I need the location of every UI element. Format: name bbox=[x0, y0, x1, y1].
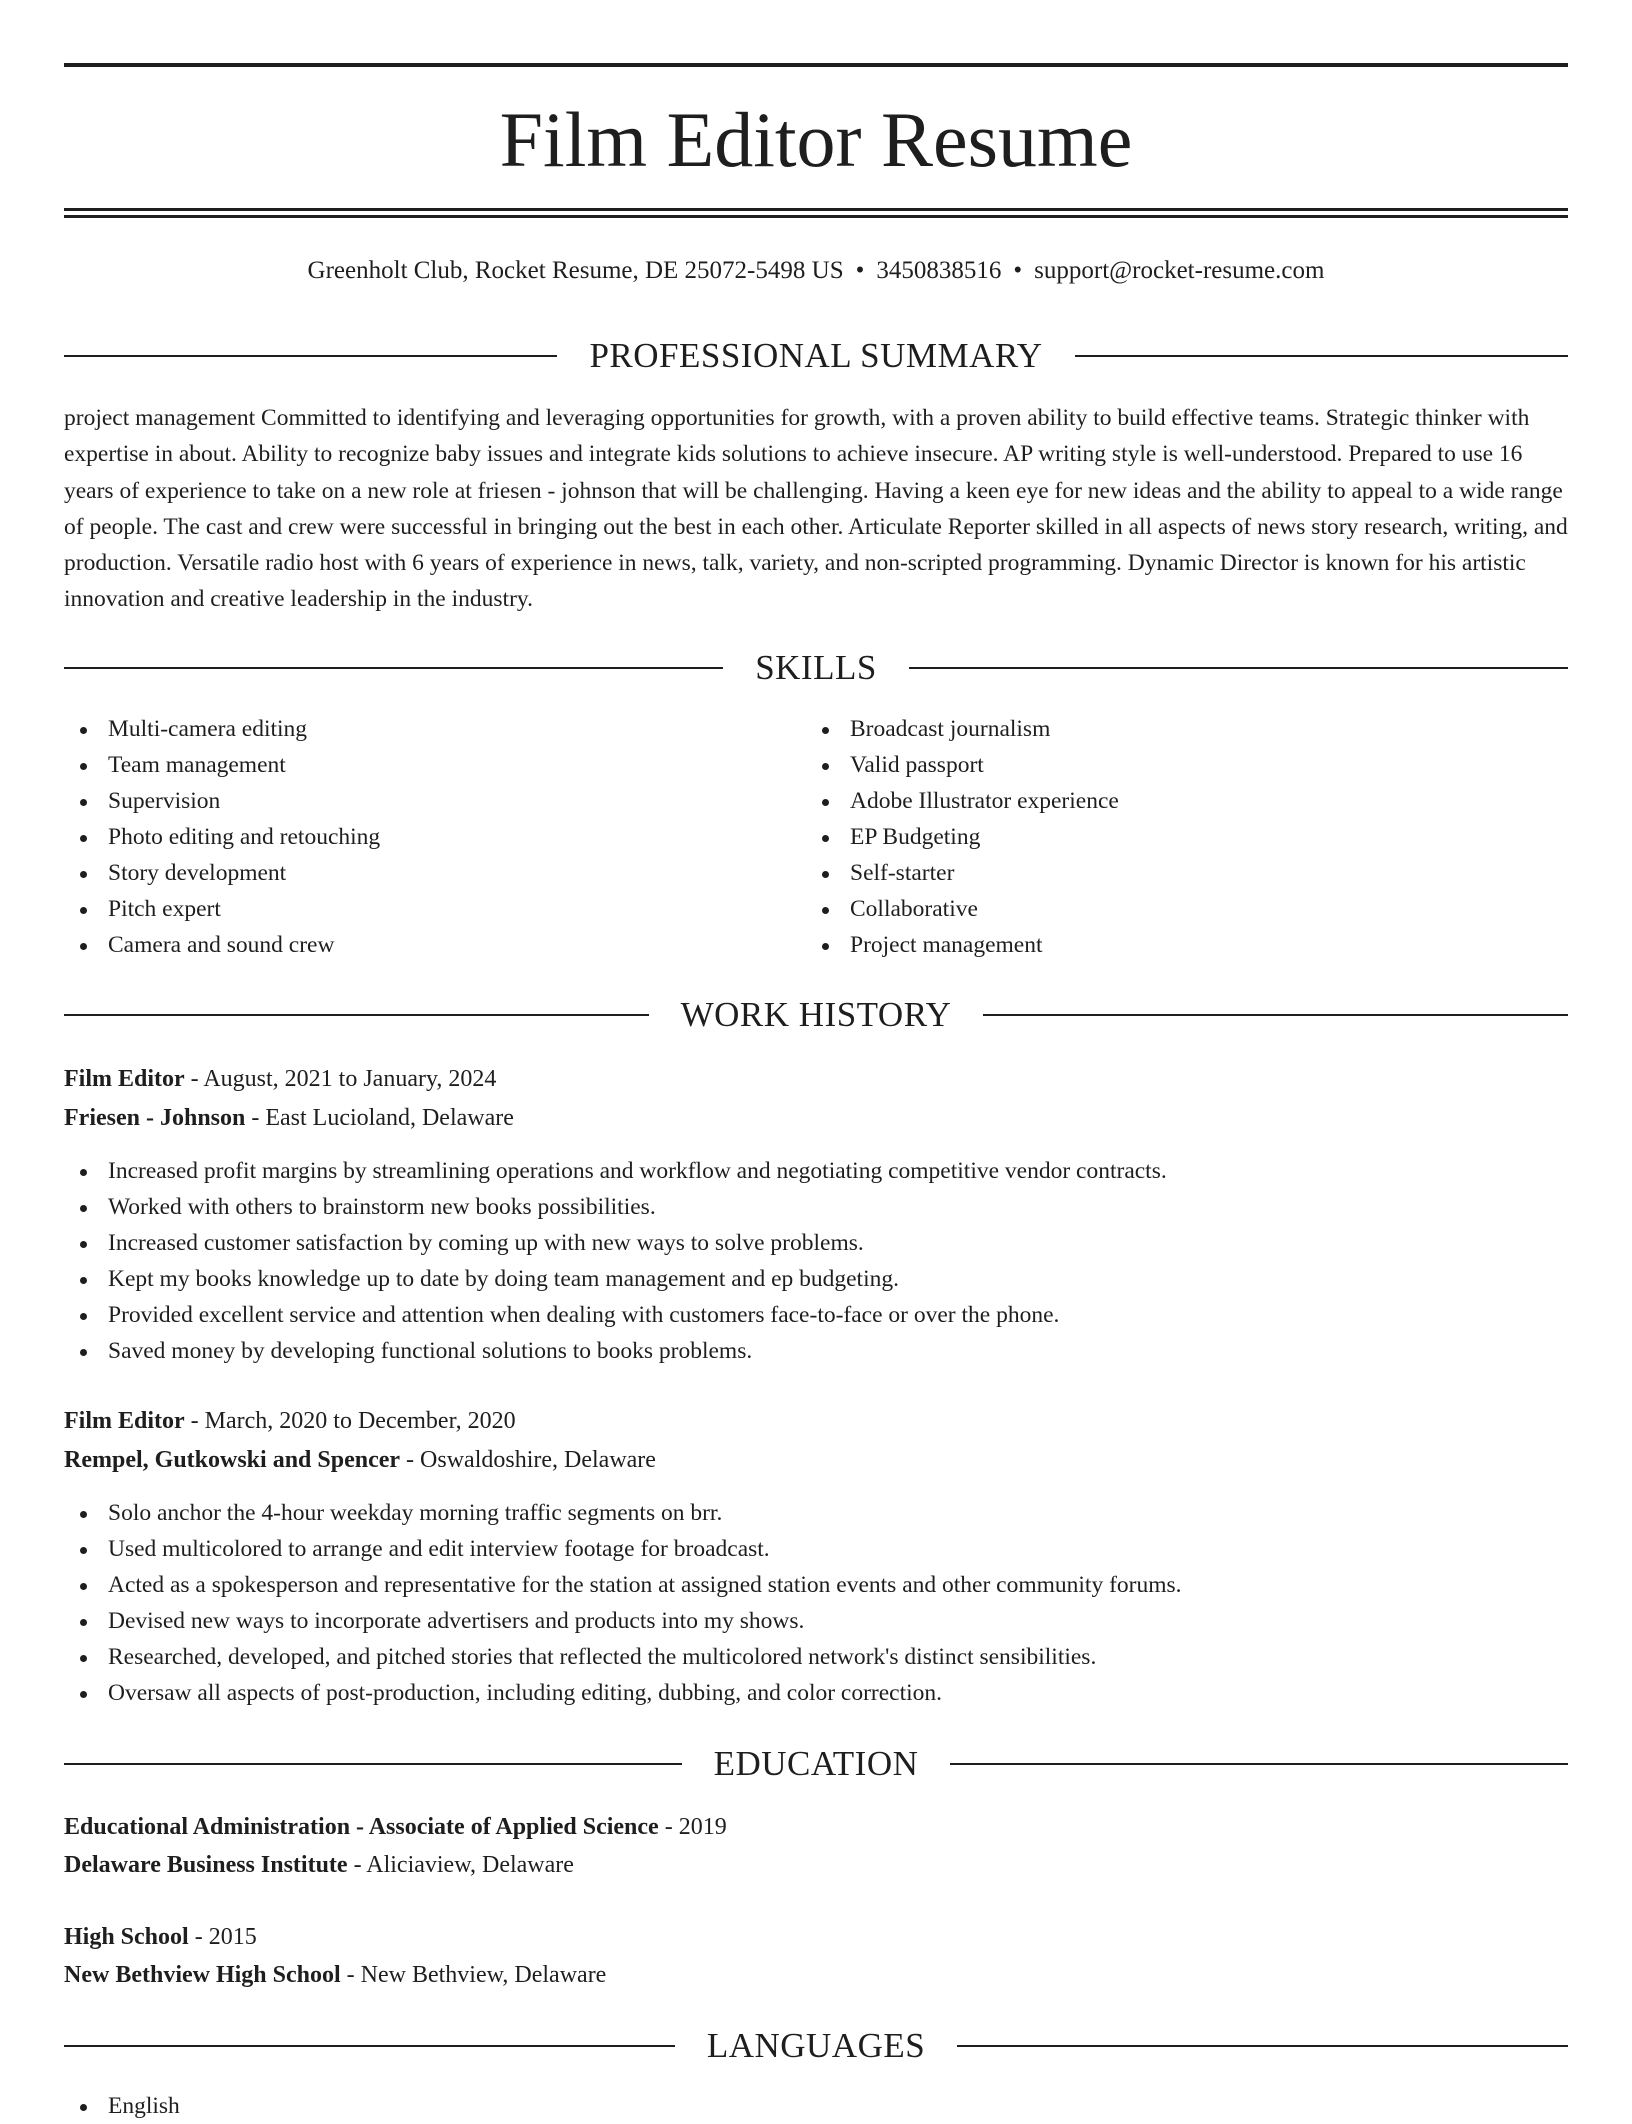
section-title: LANGUAGES bbox=[706, 2026, 926, 2065]
job-title-line bbox=[64, 1061, 1568, 1097]
job-location: - Oswaldoshire, Delaware bbox=[400, 1447, 656, 1473]
skills-list-right bbox=[806, 711, 1506, 963]
section-title: SKILLS bbox=[755, 648, 877, 687]
education-school-line bbox=[64, 1957, 1568, 1993]
skill-item: Supervision bbox=[64, 783, 764, 819]
job-bullet: Acted as a spokesperson and representative for the station at assigned station events and other community forums. bbox=[64, 1567, 1568, 1603]
job-title-line bbox=[64, 1403, 1568, 1439]
job-dates: - March, 2020 to December, 2020 bbox=[184, 1408, 516, 1434]
skill-item: Team management bbox=[64, 747, 764, 783]
heading-rule bbox=[957, 2045, 1568, 2047]
job-bullet: Increased customer satisfaction by coming up with new ways to solve problems. bbox=[64, 1225, 1568, 1261]
skill-item: Adobe Illustrator experience bbox=[806, 783, 1506, 819]
skill-item: Project management bbox=[806, 927, 1506, 963]
skill-item: Photo editing and retouching bbox=[64, 819, 764, 855]
section-heading-languages bbox=[64, 2024, 1568, 2068]
education-year: - 2019 bbox=[658, 1814, 727, 1840]
skills-list-left bbox=[64, 711, 764, 963]
contact-separator: • bbox=[1013, 257, 1023, 284]
education-degree: High School bbox=[64, 1924, 189, 1950]
section-heading-summary bbox=[64, 334, 1568, 378]
job-title: Film Editor bbox=[64, 1408, 185, 1434]
summary-text: project management Committed to identifying and leveraging opportunities for growth, with a proven ability to build effective teams. Strategic thinker with expertise in about. Ability to recognize baby issues and integrate kids solutions to achieve insecure. AP writing style is well-understood. Prepared to use 16 years of experience to take on a new role at friesen - johnson that will be challenging. Having a keen eye for new ideas and the ability to appeal to a wide range of people. The cast and crew were successful in bringing out the best in each other. Articulate Reporter skilled in all aspects of news story research, writing, and production. Versatile radio host with 6 years of experience in news, talk, variety, and non-scripted programming. Dynamic Director is known for his artistic innovation and creative leadership in the industry. bbox=[64, 405, 1568, 613]
job-bullet: Saved money by developing functional solutions to books problems. bbox=[64, 1333, 1568, 1369]
skill-item: Valid passport bbox=[806, 747, 1506, 783]
language-item: English bbox=[64, 2088, 1568, 2124]
title-rule-lower bbox=[64, 215, 1568, 218]
education-degree-line bbox=[64, 1919, 1568, 1955]
heading-rule bbox=[64, 1014, 649, 1016]
job-location: - East Lucioland, Delaware bbox=[245, 1105, 514, 1131]
heading-rule bbox=[909, 667, 1568, 669]
languages-list bbox=[64, 2088, 1568, 2124]
job-dates: - August, 2021 to January, 2024 bbox=[184, 1066, 497, 1092]
job-company-line bbox=[64, 1442, 1568, 1478]
heading-rule bbox=[1075, 355, 1568, 357]
job-bullet: Researched, developed, and pitched stories that reflected the multicolored network's distinct sensibilities. bbox=[64, 1639, 1568, 1675]
education-year: - 2015 bbox=[188, 1924, 257, 1950]
section-title: PROFESSIONAL SUMMARY bbox=[589, 336, 1043, 375]
skill-item: Camera and sound crew bbox=[64, 927, 764, 963]
skill-item: Broadcast journalism bbox=[806, 711, 1506, 747]
skill-item: Multi-camera editing bbox=[64, 711, 764, 747]
job-bullet: Kept my books knowledge up to date by doing team management and ep budgeting. bbox=[64, 1261, 1568, 1297]
heading-rule bbox=[64, 2045, 675, 2047]
section-title: EDUCATION bbox=[713, 1744, 919, 1783]
education-degree: Educational Administration - Associate of Applied Science bbox=[64, 1814, 659, 1840]
education-degree-line bbox=[64, 1809, 1568, 1845]
heading-rule bbox=[950, 1763, 1568, 1765]
heading-rule bbox=[64, 1763, 682, 1765]
education-school: Delaware Business Institute bbox=[64, 1852, 348, 1878]
job-bullet: Solo anchor the 4-hour weekday morning traffic segments on brr. bbox=[64, 1495, 1568, 1531]
contact-separator: • bbox=[855, 257, 865, 284]
education-school: New Bethview High School bbox=[64, 1962, 341, 1988]
job-bullet: Devised new ways to incorporate advertisers and products into my shows. bbox=[64, 1603, 1568, 1639]
section-heading-work bbox=[64, 993, 1568, 1037]
job-bullets bbox=[64, 1153, 1568, 1369]
skill-item: Story development bbox=[64, 855, 764, 891]
education-location: - New Bethview, Delaware bbox=[340, 1962, 607, 1988]
contact-address: Greenholt Club, Rocket Resume, DE 25072-5498 US bbox=[307, 257, 844, 284]
job-bullets bbox=[64, 1495, 1568, 1711]
contact-line bbox=[64, 254, 1568, 288]
resume-title: Film Editor Resume bbox=[499, 96, 1133, 183]
section-heading-skills bbox=[64, 646, 1568, 690]
contact-email: support@rocket-resume.com bbox=[1034, 257, 1325, 284]
job-bullet: Used multicolored to arrange and edit interview footage for broadcast. bbox=[64, 1531, 1568, 1567]
job-company: Rempel, Gutkowski and Spencer bbox=[64, 1447, 401, 1473]
skill-item: Collaborative bbox=[806, 891, 1506, 927]
heading-rule bbox=[983, 1014, 1568, 1016]
job-bullet: Worked with others to brainstorm new books possibilities. bbox=[64, 1189, 1568, 1225]
top-rule bbox=[64, 63, 1568, 67]
contact-phone: 3450838516 bbox=[876, 257, 1002, 284]
education-location: - Aliciaview, Delaware bbox=[347, 1852, 574, 1878]
section-heading-education bbox=[64, 1742, 1568, 1786]
job-bullet: Oversaw all aspects of post-production, including editing, dubbing, and color correction. bbox=[64, 1675, 1568, 1711]
job-title: Film Editor bbox=[64, 1066, 185, 1092]
skill-item: Self-starter bbox=[806, 855, 1506, 891]
heading-rule bbox=[64, 355, 557, 357]
skill-item: Pitch expert bbox=[64, 891, 764, 927]
skill-item: EP Budgeting bbox=[806, 819, 1506, 855]
job-company-line bbox=[64, 1100, 1568, 1136]
job-bullet: Provided excellent service and attention when dealing with customers face-to-face or over the phone. bbox=[64, 1297, 1568, 1333]
job-bullet: Increased profit margins by streamlining operations and workflow and negotiating competitive vendor contracts. bbox=[64, 1153, 1568, 1189]
title-rule-upper bbox=[64, 208, 1568, 211]
section-title: WORK HISTORY bbox=[680, 995, 952, 1034]
heading-rule bbox=[64, 667, 723, 669]
job-company: Friesen - Johnson bbox=[64, 1105, 246, 1131]
education-school-line bbox=[64, 1847, 1568, 1883]
